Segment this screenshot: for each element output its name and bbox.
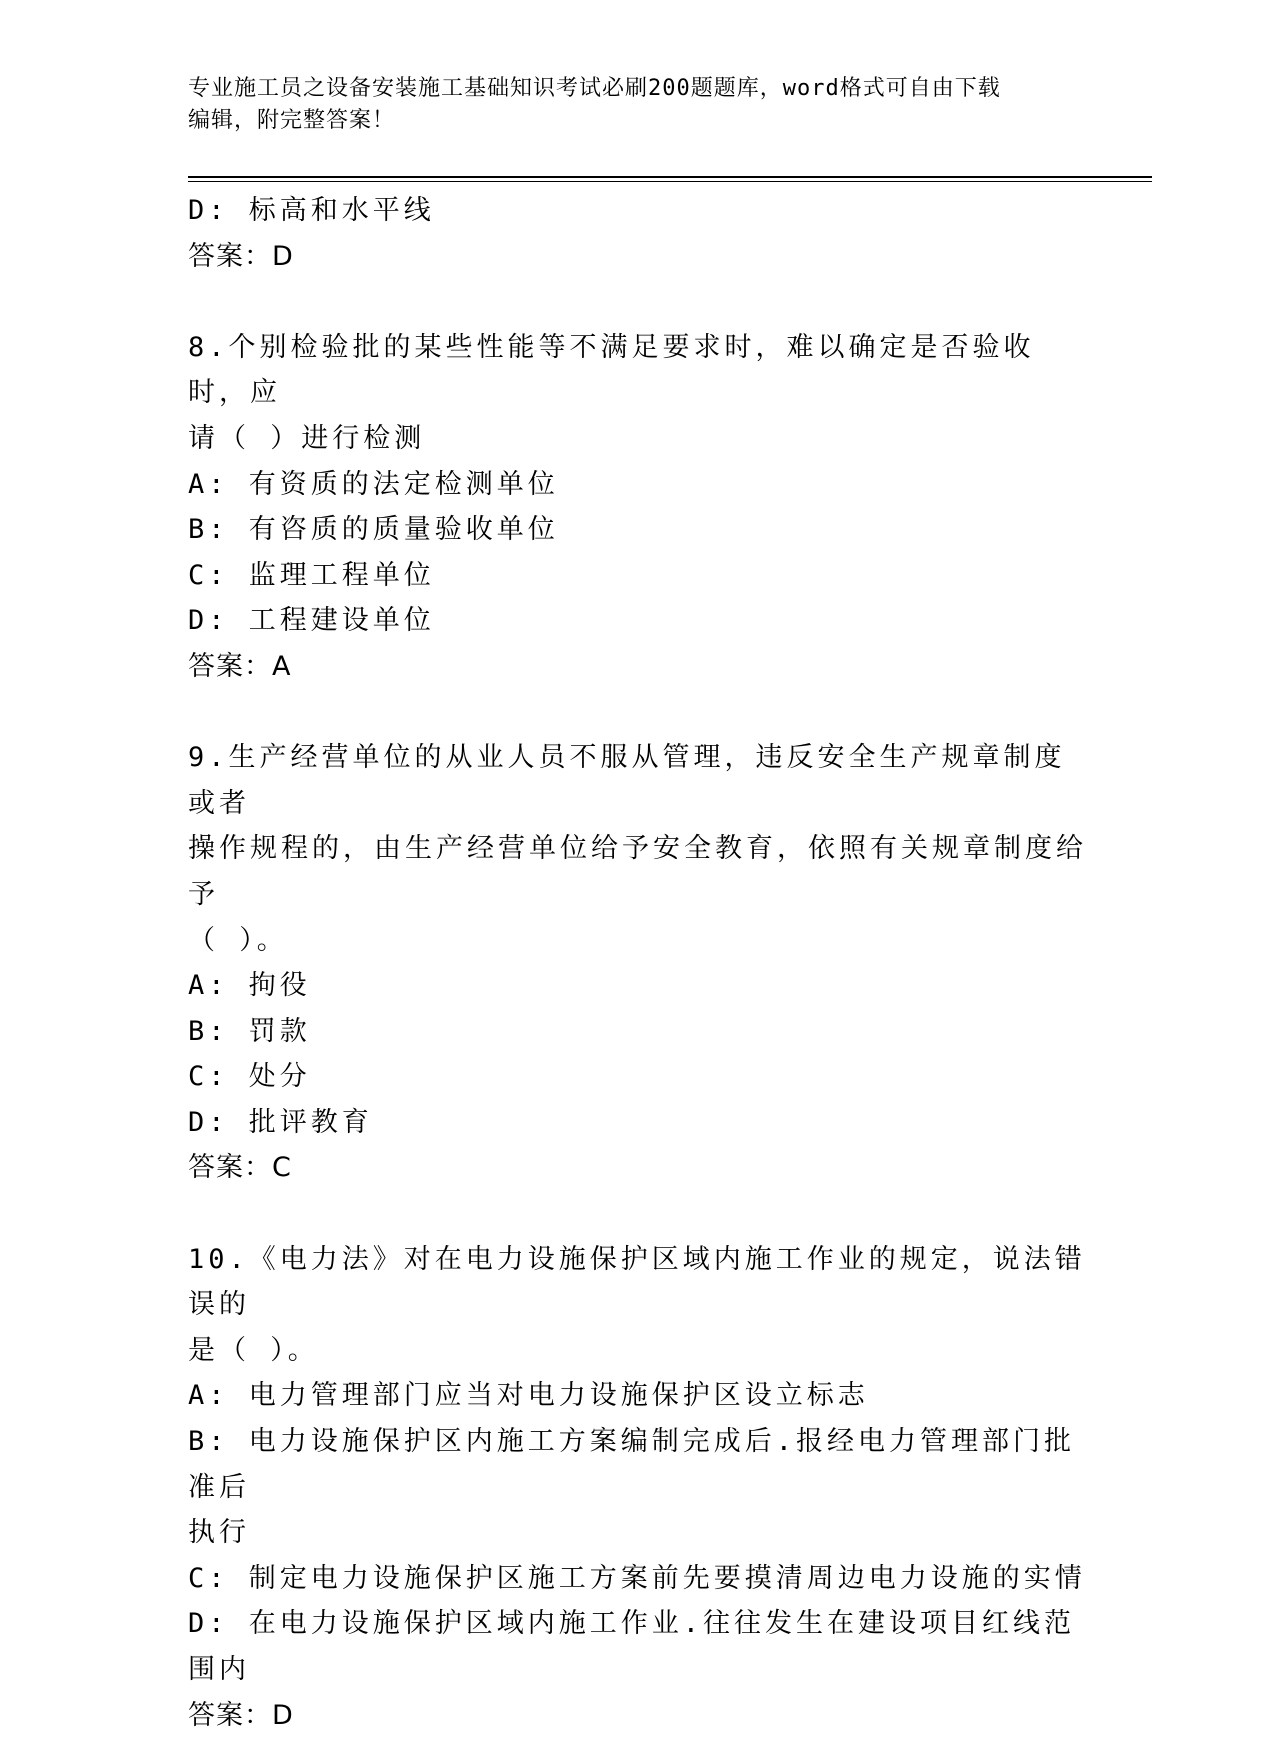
option-a: A: 拘役 — [188, 970, 311, 1002]
header-line-1: 专业施工员之设备安装施工基础知识考试必刷200题题库，word格式可自由下载 — [188, 76, 1001, 101]
option-a: A: 有资质的法定检测单位 — [188, 468, 559, 500]
document-header — [188, 73, 1088, 137]
header-line-2: 编辑，附完整答案！ — [188, 108, 396, 133]
option-c: C: 制定电力设施保护区施工方案前先要摸清周边电力设施的实情 — [188, 1562, 1086, 1594]
question-stem: （ ）。 — [188, 924, 288, 956]
question-stem: 9.生产经营单位的从业人员不服从管理，违反安全生产规章制度或者 — [188, 742, 1066, 819]
option-a: A: 电力管理部门应当对电力设施保护区设立标志 — [188, 1380, 869, 1412]
answer: 答案：A — [188, 650, 292, 682]
question-stem: 操作规程的，由生产经营单位给予安全教育，依照有关规章制度给予 — [188, 833, 1087, 910]
question-stem: 请（ ）进行检测 — [188, 422, 426, 454]
question-stem: 8.个别检验批的某些性能等不满足要求时，难以确定是否验收时，应 — [188, 331, 1035, 409]
question-7-tail — [188, 188, 1088, 279]
option-d: D: 在电力设施保护区域内施工作业.往往发生在建设项目红线范围内 — [188, 1608, 1076, 1685]
answer: 答案：D — [188, 240, 294, 272]
document-body — [188, 188, 1088, 1738]
answer: 答案：C — [188, 1152, 292, 1184]
option-c: C: 监理工程单位 — [188, 559, 435, 591]
question-10 — [188, 1237, 1088, 1738]
option-d: D: 批评教育 — [188, 1106, 373, 1138]
option-d: D: 工程建设单位 — [188, 605, 435, 637]
option-d: D: 标高和水平线 — [188, 195, 435, 226]
question-8 — [188, 325, 1088, 690]
option-c: C: 处分 — [188, 1061, 311, 1093]
option-b: B: 罚款 — [188, 1015, 311, 1047]
spacer — [188, 690, 1088, 736]
spacer — [188, 279, 1088, 325]
option-b: B: 电力设施保护区内施工方案编制完成后.报经电力管理部门批准后 — [188, 1426, 1076, 1503]
question-9 — [188, 735, 1088, 1191]
header-divider-thick — [188, 176, 1152, 178]
question-stem: 是（ ）。 — [188, 1334, 319, 1366]
answer: 答案：D — [188, 1699, 294, 1731]
spacer — [188, 1191, 1088, 1237]
header-divider-thin — [188, 181, 1152, 182]
option-b: B: 有咨质的质量验收单位 — [188, 514, 559, 546]
question-stem: 10.《电力法》对在电力设施保护区域内施工作业的规定，说法错误的 — [188, 1243, 1086, 1321]
option-b-continued: 执行 — [188, 1517, 250, 1549]
